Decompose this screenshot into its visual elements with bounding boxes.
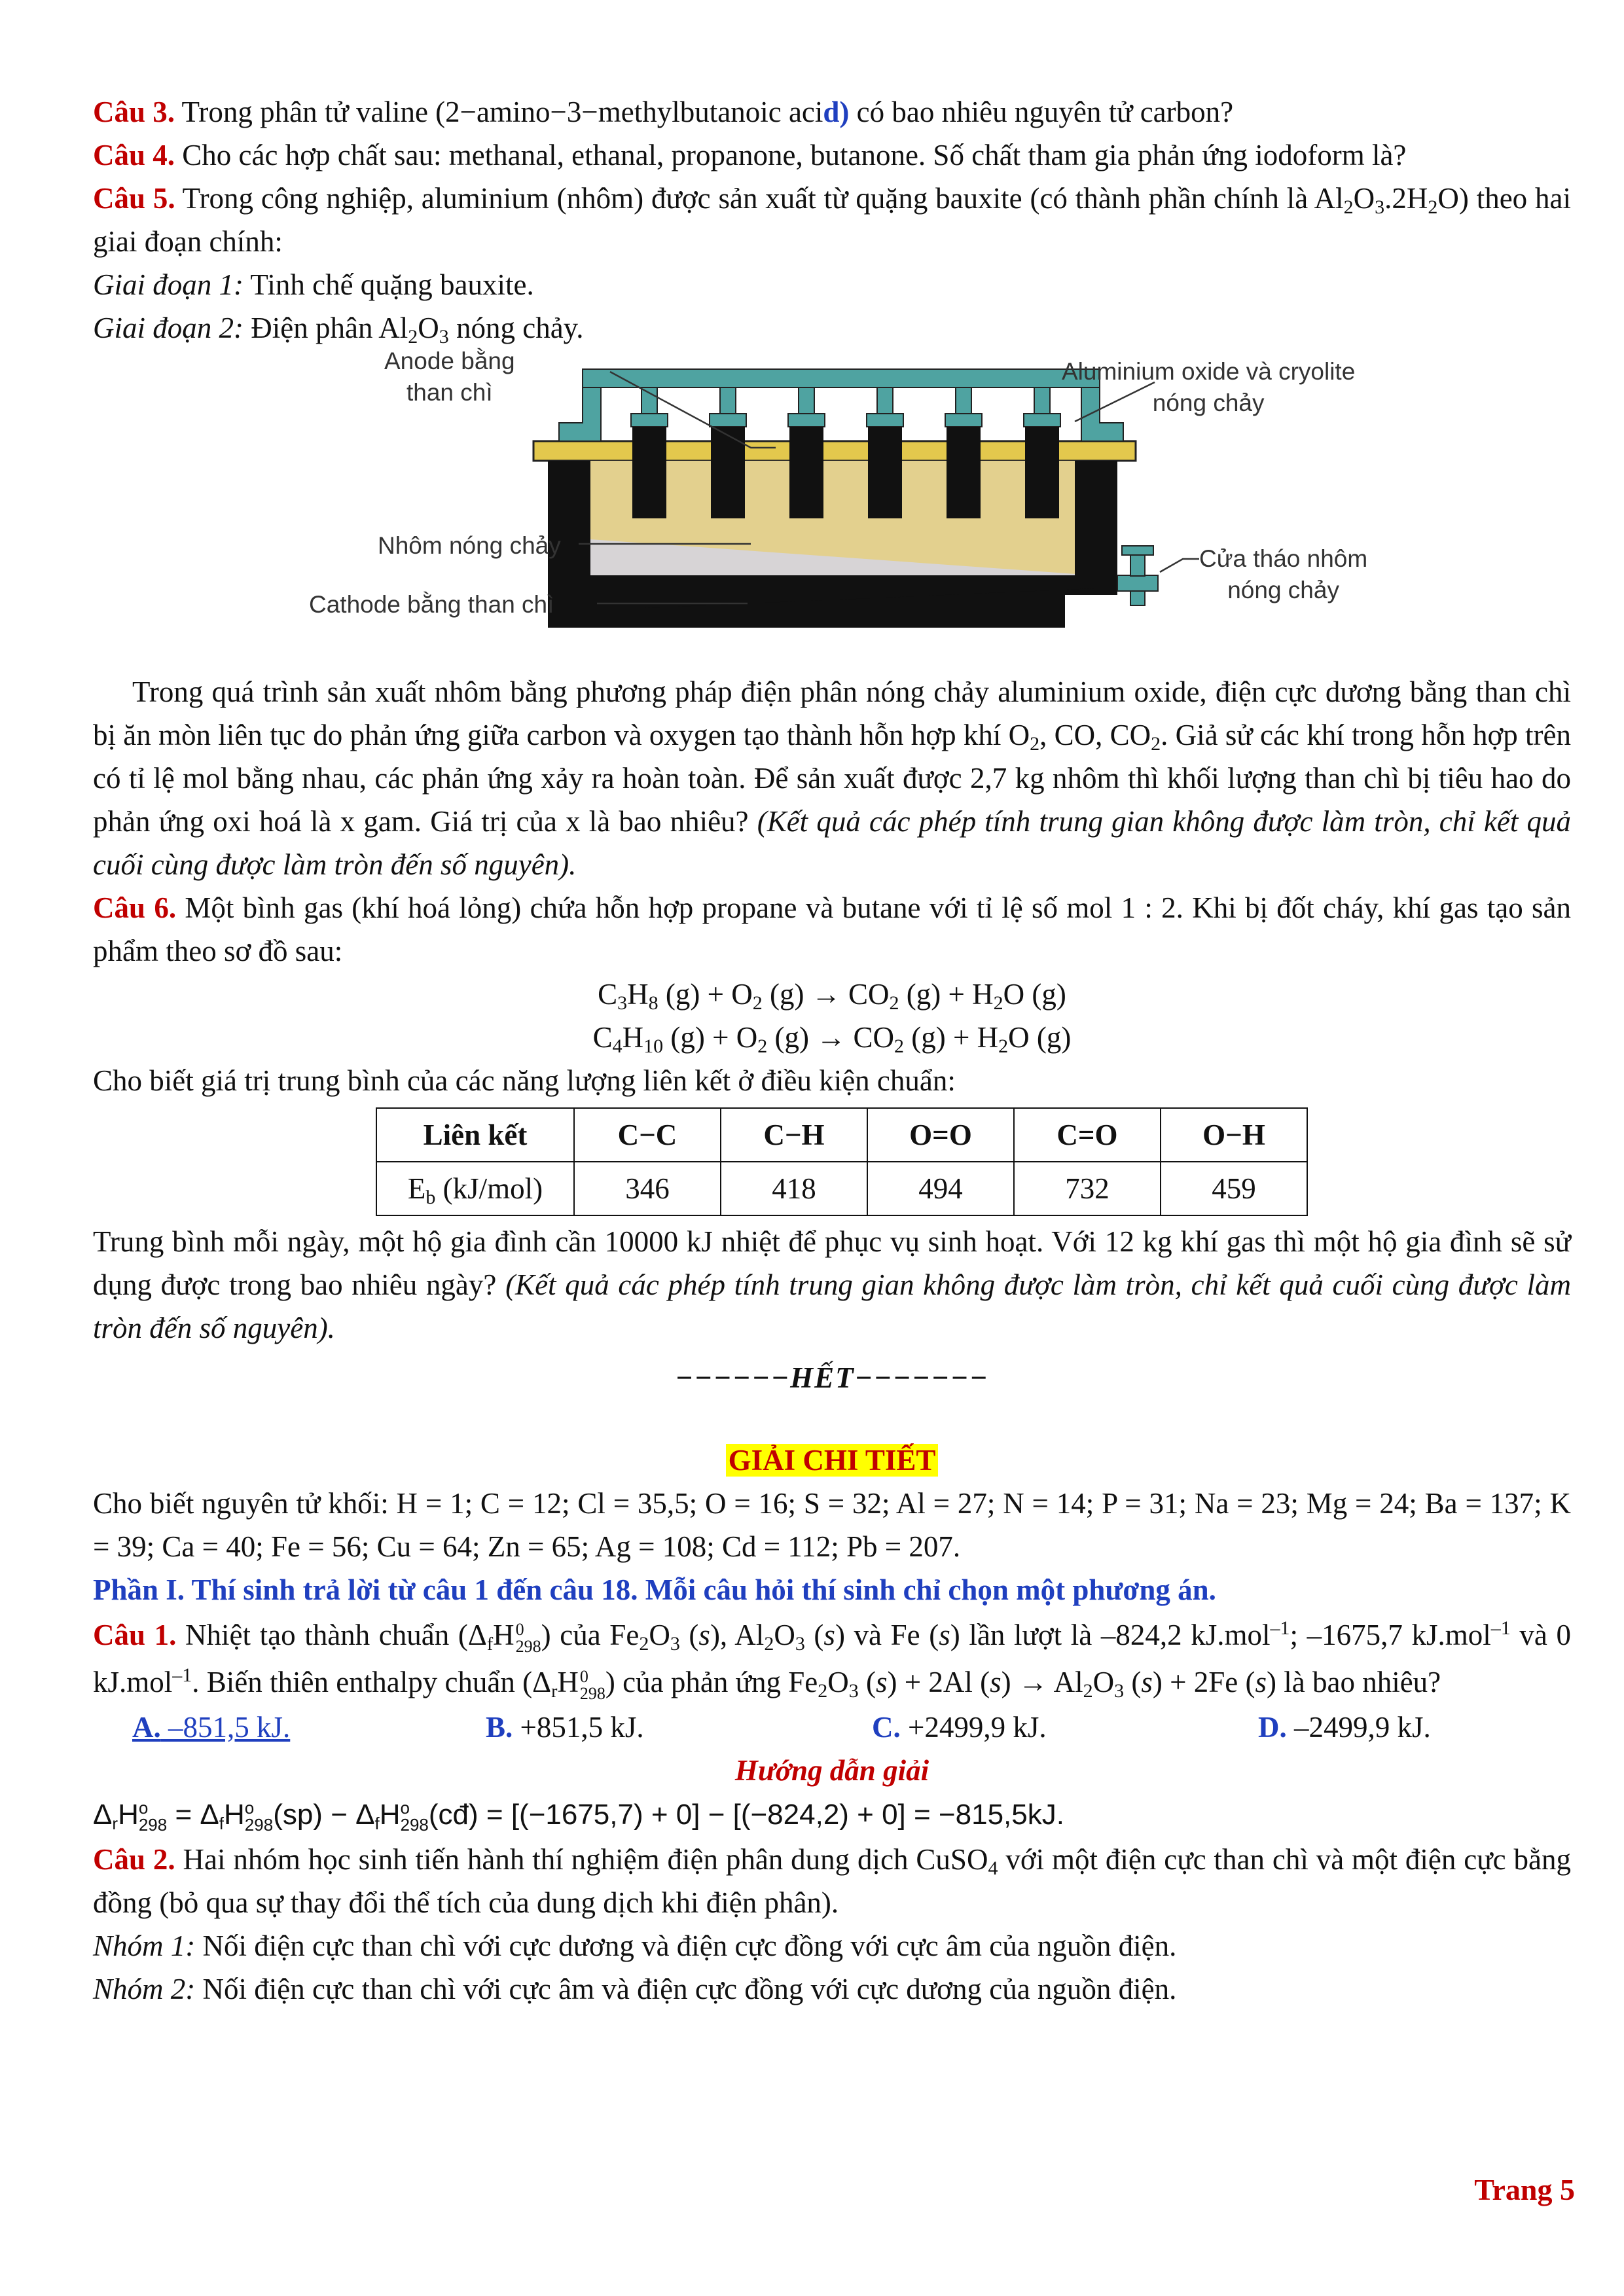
question-label: Câu 2.	[93, 1843, 175, 1876]
table-cell: $E_b$ (kJ/mol)	[376, 1162, 574, 1215]
answer-options	[93, 1706, 1571, 1749]
table-header-cell: C=O	[1014, 1108, 1161, 1162]
question-6-intro: Câu 6. Một bình gas (khí hoá lỏng) chứa hỗn hợp propane và butane với tỉ lệ số mol 1 : 2. Khi bị đốt cháy, khí gas tạo sản phẩm theo sơ đồ sau:	[93, 891, 1571, 967]
solution-formula: $\Delta_rH$ o 298 = $\Delta_fH$ o 298 $(sp) - \Delta_fH$ o 298 (cđ) = [(−1675,7) + 0] − [(−824,2) + 0] = −815,5kJ.	[93, 1798, 1064, 1835]
solution-2: Câu 2. Hai nhóm học sinh tiến hành thí nghiệm điện phân dung dịch CuSO$_4$ với một điện cực than chì và một điện cực bằng đồng (bỏ qua sự thay đổi thể tích của dung dịch khi điện phân).	[93, 1843, 1571, 1919]
label-oxide-cryolite: Aluminium oxide và cryolite nóng chảy	[1062, 358, 1356, 416]
table-header-cell: Liên kết	[376, 1108, 574, 1162]
question-label: Câu 6.	[93, 891, 177, 924]
equation-propane: $C_3H_8$ $(g) + O_2$ $(g) \to CO_2$ $(g) + H_2O$ (g)	[598, 978, 1066, 1014]
stage-1: Giai đoạn 1: Tinh chế quặng bauxite.	[93, 268, 534, 301]
table-row	[376, 1108, 1307, 1162]
table-header-cell: C−H	[721, 1108, 867, 1162]
question-label: Câu 4.	[93, 139, 175, 171]
question-label: Câu 1.	[93, 1619, 177, 1651]
stage-2: Giai đoạn 2: Điện phân $Al_2O_3$ nóng chảy.	[93, 312, 584, 348]
group-2: Nhóm 2: Nối điện cực than chì với cực âm và điện cực đồng với cực dương của nguồn điện.	[93, 1973, 1177, 2005]
bond-energy-table	[376, 1107, 1308, 1216]
solution-1: Câu 1. Nhiệt tạo thành chuẩn ($\Delta_fH$ 0 298 ) của $Fe_2O_3$ (s), $Al_2O_3$ (s) và Fe (s) lần lượt là –824,2 kJ.mol$^{-1}$; –1675,7 kJ.mol$^{-1}$ và 0 kJ.mol$^{-1}$. Biến thiên enthalpy chuẩn ($\Delta_rH$ 0 298 ) của phản ứng $Fe_2O_3$ (s) + 2Al $(s) \to Al_2O_3$ (s) + 2Fe (s) là bao nhiêu?	[93, 1617, 1571, 1703]
answer-c[interactable]: C. +2499,9 kJ.	[872, 1711, 1047, 1744]
label-tap: Cửa tháo nhôm nóng chảy	[1199, 545, 1368, 603]
label-anode: Anode bằng than chì	[384, 348, 515, 406]
atomic-masses: Cho biết nguyên tử khối: H = 1; C = 12; Cl = 35,5; O = 16; S = 32; Al = 27; N = 14; P = 31; Na = 23; Mg = 24; Ba = 137; K = 39; Ca = 40; Fe = 56; Cu = 64; Zn = 65; Ag = 108; Cd = 112; Pb = 207.	[93, 1487, 1571, 1563]
question-5-intro: Câu 5. Trong công nghiệp, aluminium (nhôm) được sản xuất từ quặng bauxite (có thành phần chính là $Al_2O_3.2H_2O$) theo hai giai đoạn chính:	[93, 182, 1571, 258]
end-mark: −−−−−−HẾT−−−−−−−	[675, 1361, 989, 1394]
table-header-cell: C−C	[574, 1108, 721, 1162]
label-molten-aluminium: Nhôm nóng chảy	[378, 532, 561, 559]
answer-a[interactable]: A. –851,5 kJ.	[132, 1711, 291, 1744]
page-number: Trang 5	[1474, 2173, 1575, 2206]
table-row	[376, 1162, 1307, 1215]
question-3: Câu 3. Trong phân tử valine (2−amino−3−methylbutanoic acid) có bao nhiêu nguyên tử carbon?	[93, 96, 1234, 128]
group-1: Nhóm 1: Nối điện cực than chì với cực dương và điện cực đồng với cực âm của nguồn điện.	[93, 1929, 1177, 1962]
question-6-body: Trung bình mỗi ngày, một hộ gia đình cần 10000 kJ nhiệt để phục vụ sinh hoạt. Với 12 kg khí gas thì một hộ gia đình sẽ sử dụng được trong bao nhiêu ngày? (Kết quả các phép tính trung gian không được làm tròn, chỉ kết quả cuối cùng được làm tròn đến số nguyên).	[93, 1225, 1572, 1344]
answer-d[interactable]: D. –2499,9 kJ.	[1258, 1711, 1431, 1744]
solution-title: GIẢI CHI TIẾT	[93, 1439, 1571, 1482]
table-cell: 494	[867, 1162, 1014, 1215]
label-cathode: Cathode bằng than chì	[309, 591, 554, 618]
table-cell: 346	[574, 1162, 721, 1215]
page-content	[93, 90, 1571, 2011]
guide-heading: Hướng dẫn giải	[734, 1754, 929, 1787]
table-cell: 418	[721, 1162, 867, 1215]
equation-butane: $C_4H_{10}$ $(g) + O_2$ $(g) \to CO_2$ $(g) + H_2O$ (g)	[592, 1021, 1072, 1057]
question-5-body: Trong quá trình sản xuất nhôm bằng phương pháp điện phân nóng chảy aluminium oxide, điện cực dương bằng than chì bị ăn mòn liên tục do phản ứng giữa carbon và oxygen tạo thành hỗn hợp khí $O_2$, CO, $CO_2$. Giả sử các khí trong hỗn hợp trên có tỉ lệ mol bằng nhau, các phản ứng xảy ra hoàn toàn. Để sản xuất được 2,7 kg nhôm thì khối lượng than chì bị tiêu hao do phản ứng oxi hoá là x gam. Giá trị của x là bao nhiêu? (Kết quả các phép tính trung gian không được làm tròn, chỉ kết quả cuối cùng được làm tròn đến số nguyên).	[93, 675, 1572, 881]
table-cell: 459	[1161, 1162, 1307, 1215]
answer-b[interactable]: B. +851,5 kJ.	[486, 1711, 644, 1744]
bond-intro: Cho biết giá trị trung bình của các năng lượng liên kết ở điều kiện chuẩn:	[93, 1064, 956, 1097]
table-cell: 732	[1014, 1162, 1161, 1215]
question-label: Câu 3.	[93, 96, 175, 128]
part-1-heading: Phần I. Thí sinh trả lời từ câu 1 đến câu 18. Mỗi câu hỏi thí sinh chỉ chọn một phương án.	[93, 1573, 1216, 1606]
question-4: Câu 4. Cho các hợp chất sau: methanal, ethanal, propanone, butanone. Số chất tham gia phản ứng iodoform là?	[93, 139, 1407, 171]
table-header-cell: O−H	[1161, 1108, 1307, 1162]
electrolysis-cell-diagram	[93, 350, 1571, 670]
question-label: Câu 5.	[93, 182, 175, 215]
table-header-cell: O=O	[867, 1108, 1014, 1162]
